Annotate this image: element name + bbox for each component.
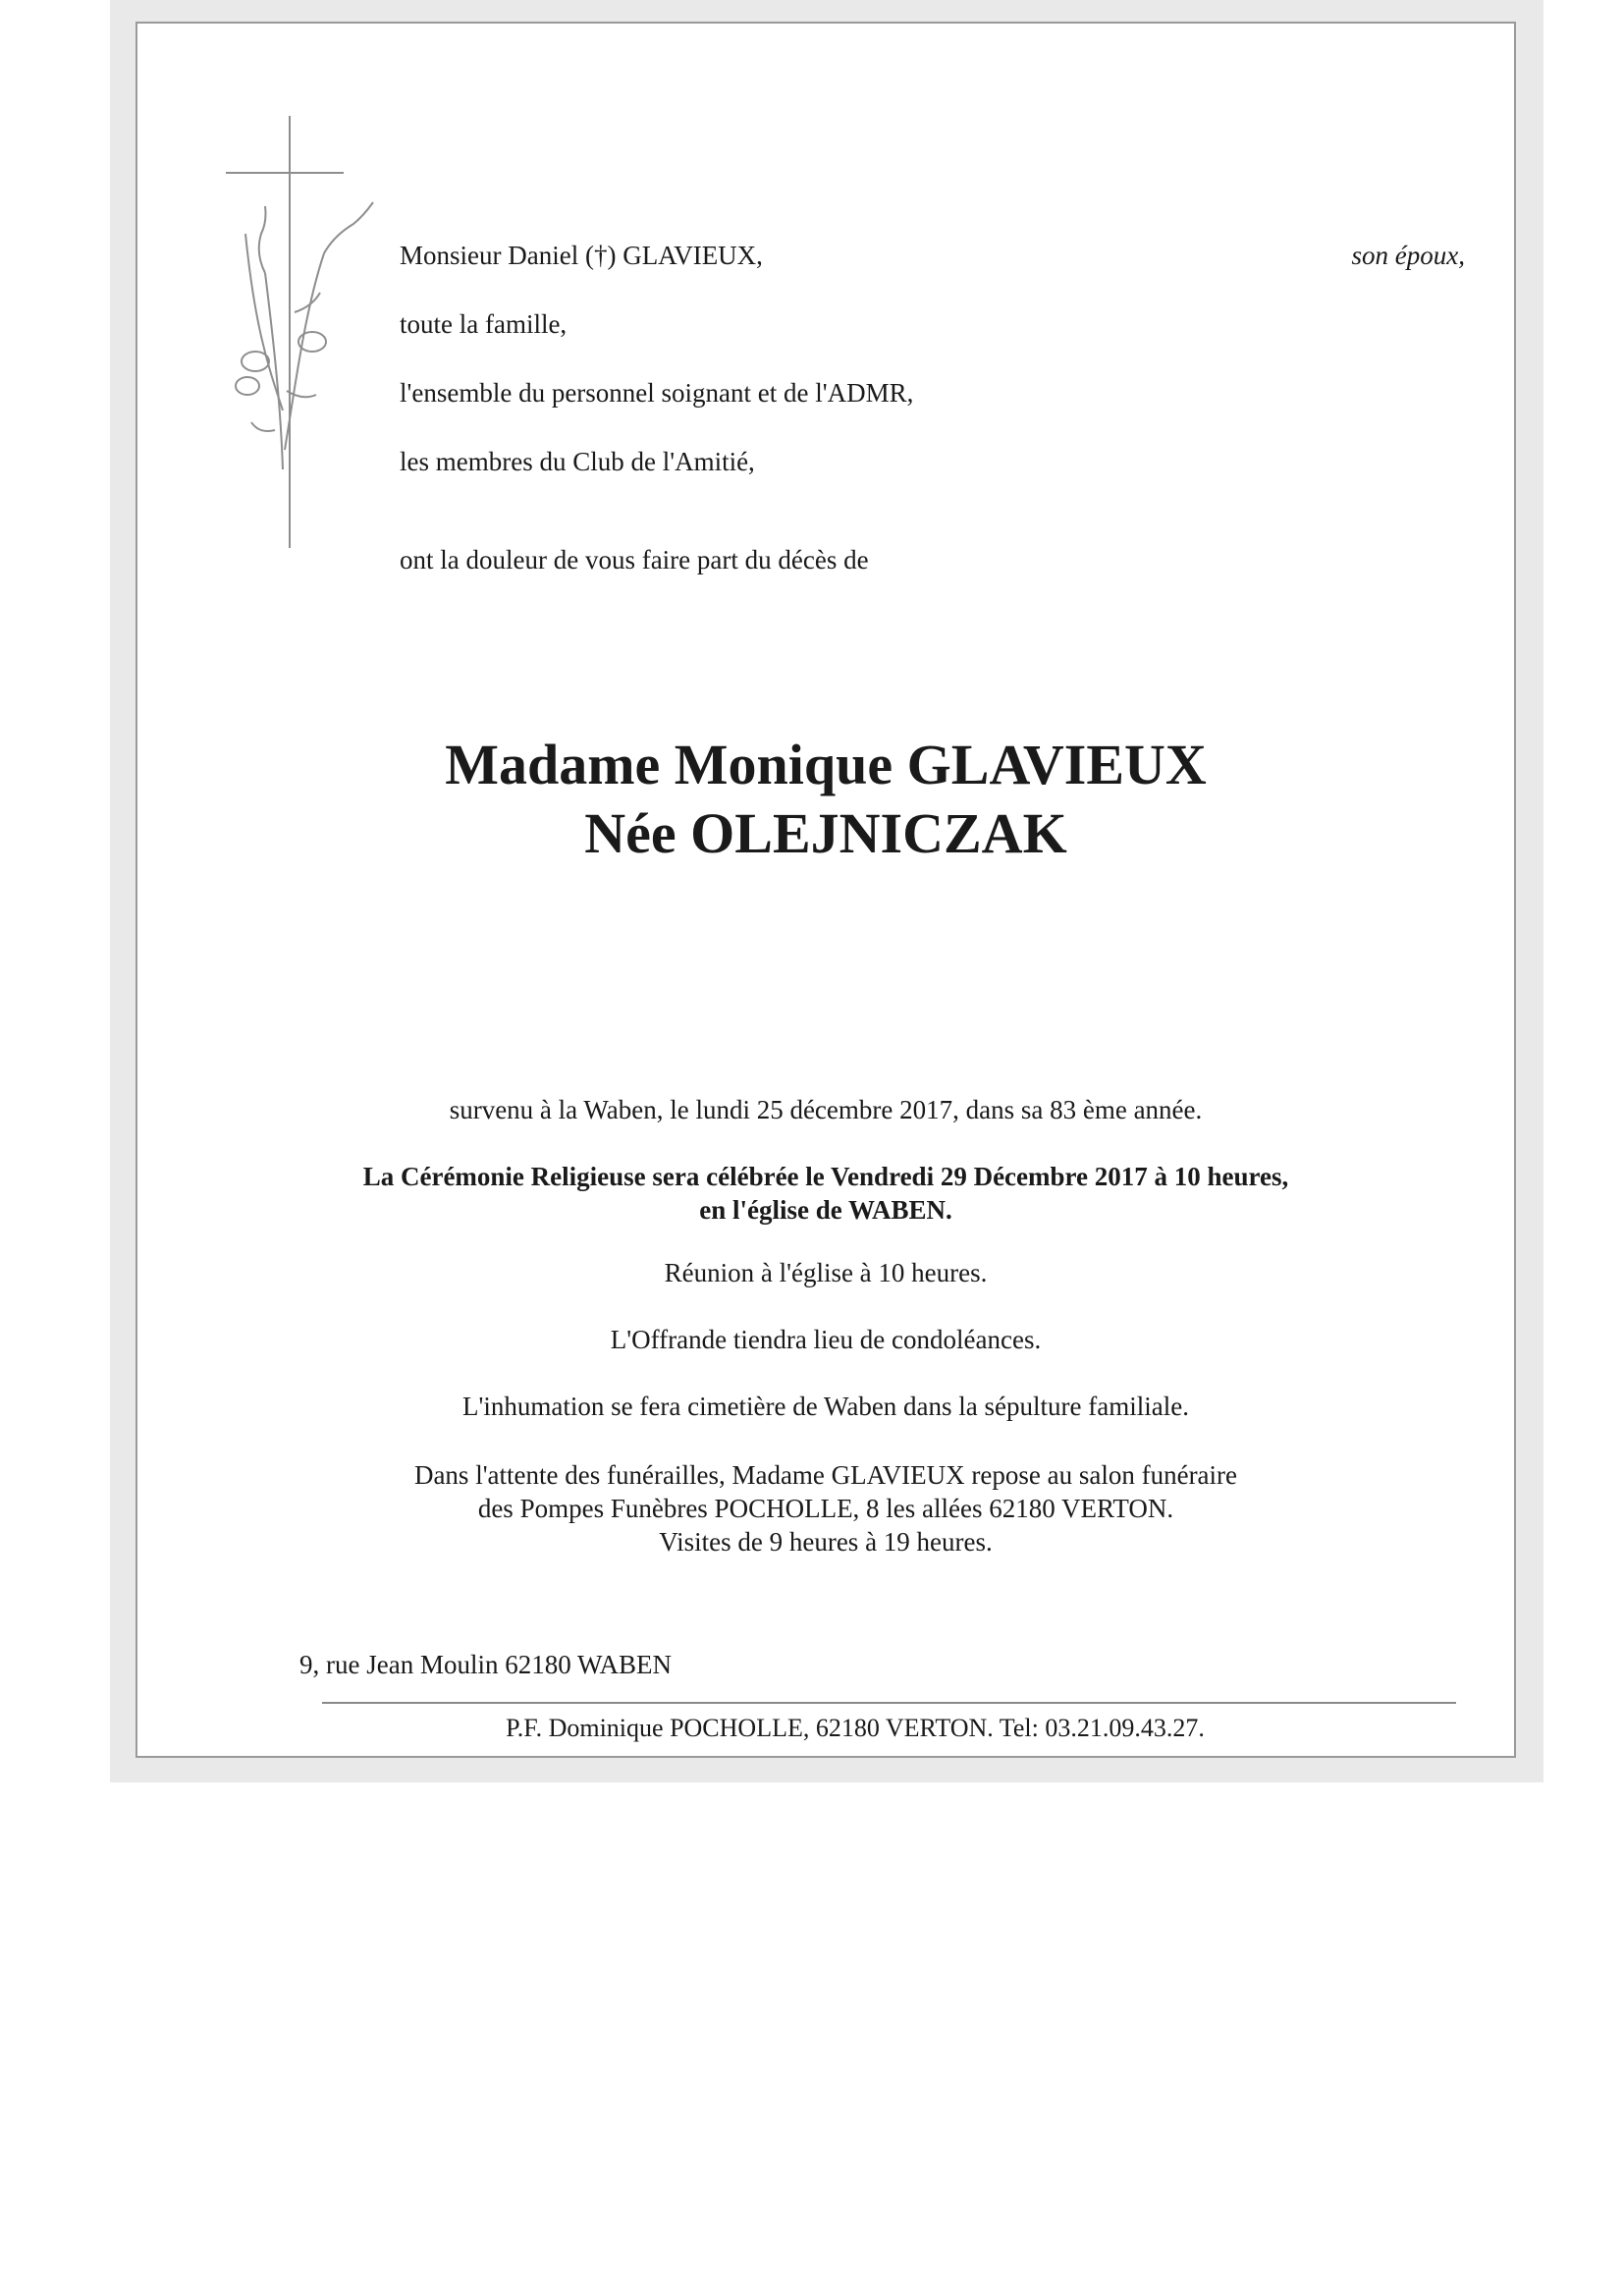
burial-notice: L'inhumation se fera cimetière de Waben dans la sépulture familiale. [462, 1392, 1189, 1421]
offering-notice: L'Offrande tiendra lieu de condoléances. [610, 1325, 1042, 1354]
meeting-notice: Réunion à l'église à 10 heures. [664, 1258, 988, 1287]
funeral-home-line-2: des Pompes Funèbres POCHOLLE, 8 les allées 62180 VERTON. [477, 1494, 1174, 1523]
cross-with-flowers-icon [226, 116, 383, 548]
ceremony-line-2: en l'église de WABEN. [699, 1195, 952, 1225]
footer-divider [322, 1702, 1456, 1704]
relation-label: son époux, [1351, 241, 1465, 270]
family-line-staff: l'ensemble du personnel soignant et de l'ADMR, [400, 378, 914, 408]
deceased-name: Madame Monique GLAVIEUX [445, 733, 1207, 796]
deceased-maiden-name: Née OLEJNICZAK [584, 801, 1067, 865]
family-line-family: toute la famille, [400, 309, 568, 339]
death-notice: survenu à la Waben, le lundi 25 décembre 2017, dans sa 83 ème année. [449, 1095, 1203, 1124]
family-line-club: les membres du Club de l'Amitié, [400, 447, 755, 476]
announcement-line: ont la douleur de vous faire part du décès de [400, 545, 869, 574]
obituary-card [135, 22, 1516, 1758]
funeral-director-footer: P.F. Dominique POCHOLLE, 62180 VERTON. Tel: 03.21.09.43.27. [506, 1714, 1205, 1742]
family-address: 9, rue Jean Moulin 62180 WABEN [299, 1650, 672, 1679]
ceremony-line-1: La Cérémonie Religieuse sera célébrée le Vendredi 29 Décembre 2017 à 10 heures, [362, 1162, 1289, 1191]
funeral-home-line-1: Dans l'attente des funérailles, Madame GLAVIEUX repose au salon funéraire [413, 1460, 1238, 1490]
visiting-hours: Visites de 9 heures à 19 heures. [659, 1527, 993, 1557]
family-line-husband: Monsieur Daniel (†) GLAVIEUX, [400, 241, 763, 270]
